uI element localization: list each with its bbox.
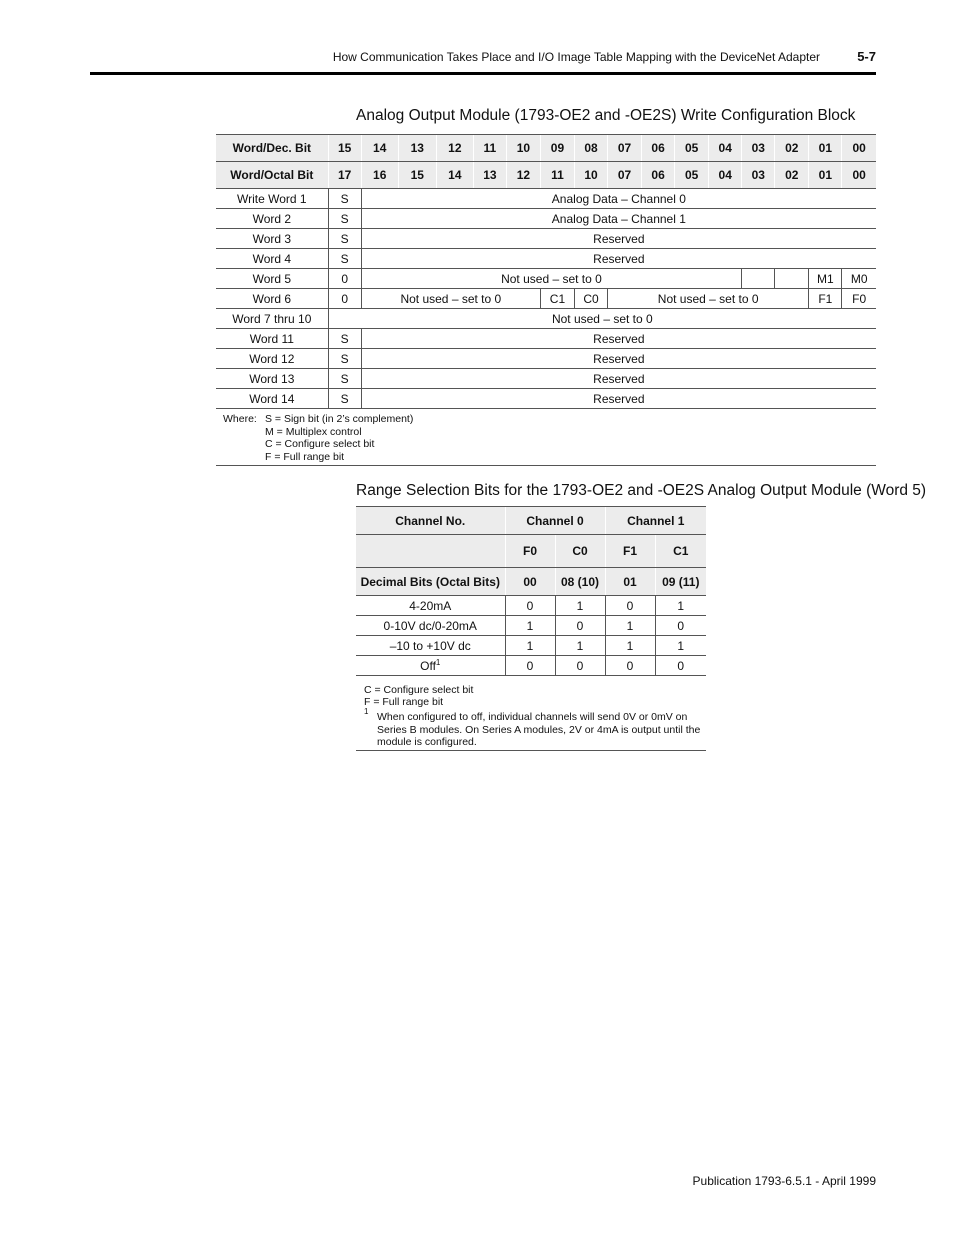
octal-bit-cell: 06 [642, 162, 675, 189]
word-label: Word 13 [216, 369, 328, 389]
dec-bit-cell: 12 [436, 135, 473, 162]
legend-line: F = Full range bit [265, 450, 345, 463]
word-label: Write Word 1 [216, 189, 328, 209]
legend-line: M = Multiplex control [265, 425, 362, 438]
m0-bit-cell: M0 [842, 269, 876, 289]
octal-bit-cell: 16 [361, 162, 398, 189]
word-label: Word 7 thru 10 [216, 309, 328, 329]
footnote-text: When configured to off, individual channels will send 0V or 0mV on Series B modules. On Series A modules, 2V or 4mA is output until the module is configured. [377, 711, 701, 748]
row-content: Reserved [361, 329, 876, 349]
word-label: Word 5 [216, 269, 328, 289]
note-line: C = Configure select bit [364, 684, 474, 696]
bit-name-cell: F0 [505, 535, 555, 568]
empty-bit-cell [775, 269, 809, 289]
table-row [216, 349, 876, 369]
dec-bit-cell: 07 [608, 135, 642, 162]
row-content: Reserved [361, 229, 876, 249]
bit-value: 1 [505, 636, 555, 656]
dec-bit-cell: 06 [642, 135, 675, 162]
page-number: 5-7 [857, 49, 876, 64]
octal-bit-cell: 10 [574, 162, 607, 189]
bit-value: 1 [655, 596, 706, 616]
row-content: Reserved [361, 369, 876, 389]
word-label: Word 11 [216, 329, 328, 349]
bit-value: 0 [555, 616, 605, 636]
dec-bit-cell: 11 [473, 135, 506, 162]
row-content: Not used – set to 0 [361, 289, 540, 309]
decimal-bit-cell: 09 (11) [655, 568, 706, 596]
table-row [356, 636, 706, 656]
table-row [356, 616, 706, 636]
bit-value: 0 [505, 596, 555, 616]
octal-bit-cell: 00 [842, 162, 876, 189]
range-label-off [356, 656, 505, 676]
bit-value: 0 [505, 656, 555, 676]
word-label: Word 12 [216, 349, 328, 369]
dec-bit-cell: 14 [361, 135, 398, 162]
sign-cell: S [328, 349, 361, 369]
legend-line: S = Sign bit (in 2’s complement) [265, 413, 414, 425]
bit-value: 1 [505, 616, 555, 636]
octal-bit-cell: 15 [398, 162, 436, 189]
table-row [356, 596, 706, 616]
word-label: Word 2 [216, 209, 328, 229]
decimal-bits-label: Decimal Bits (Octal Bits) [356, 568, 505, 596]
table1-caption: Analog Output Module (1793-OE2 and -OE2S) Write Configuration Block [356, 107, 856, 124]
octal-bit-cell: 02 [775, 162, 809, 189]
bit-name-cell: C0 [555, 535, 605, 568]
sign-cell: S [328, 389, 361, 409]
sign-cell: S [328, 209, 361, 229]
c1-bit-cell: C1 [540, 289, 574, 309]
dec-bit-header-row [216, 135, 876, 162]
dec-bit-cell: 15 [328, 135, 361, 162]
sign-cell: S [328, 249, 361, 269]
table-row [216, 269, 876, 289]
channel-header-row [356, 507, 706, 535]
bit-value: 1 [555, 596, 605, 616]
dec-bit-cell: 04 [709, 135, 742, 162]
legend-where-label: Where: [223, 413, 257, 425]
bit-name-cell: F1 [605, 535, 655, 568]
dec-bit-cell: 13 [398, 135, 436, 162]
c0-bit-cell: C0 [574, 289, 607, 309]
range-label: –10 to +10V dc [356, 636, 505, 656]
footnote-mark: 1 [364, 707, 369, 716]
table-row [216, 249, 876, 269]
row-content: Reserved [361, 249, 876, 269]
channel1-header: Channel 1 [605, 507, 706, 535]
f1-bit-cell: F1 [809, 289, 842, 309]
bit-value: 0 [605, 596, 655, 616]
dec-bit-cell: 05 [675, 135, 709, 162]
octal-bit-cell: 01 [809, 162, 842, 189]
header-rule [90, 72, 876, 75]
octal-bit-cell: 03 [742, 162, 775, 189]
row-content: Analog Data – Channel 0 [361, 189, 876, 209]
row-content: Analog Data – Channel 1 [361, 209, 876, 229]
channel-no-label: Channel No. [356, 507, 505, 535]
bit-value: 1 [555, 636, 605, 656]
bit-name-header-row [356, 535, 706, 568]
row-content: Not used – set to 0 [328, 309, 876, 329]
table-row [216, 229, 876, 249]
octal-bit-label: Word/Octal Bit [216, 162, 328, 189]
octal-bit-cell: 04 [709, 162, 742, 189]
dec-bit-label: Word/Dec. Bit [216, 135, 328, 162]
word-label: Word 6 [216, 289, 328, 309]
sign-cell: S [328, 329, 361, 349]
f0-bit-cell: F0 [842, 289, 876, 309]
bit-value: 1 [605, 616, 655, 636]
dec-bit-cell: 09 [540, 135, 574, 162]
m1-bit-cell: M1 [809, 269, 842, 289]
octal-bit-cell: 12 [506, 162, 540, 189]
note-line: F = Full range bit [364, 696, 444, 708]
off-label: Off [420, 658, 436, 673]
octal-bit-cell: 17 [328, 162, 361, 189]
word-label: Word 14 [216, 389, 328, 409]
write-configuration-table [216, 134, 876, 409]
dec-bit-cell: 08 [574, 135, 607, 162]
row-content: Not used – set to 0 [608, 289, 809, 309]
sign-cell: 0 [328, 269, 361, 289]
bit-value: 0 [655, 656, 706, 676]
octal-bit-cell: 13 [473, 162, 506, 189]
bit-name-cell: C1 [655, 535, 706, 568]
table2-caption: Range Selection Bits for the 1793-OE2 and -OE2S Analog Output Module (Word 5) [356, 482, 927, 499]
word-label: Word 4 [216, 249, 328, 269]
legend-line: C = Configure select bit [265, 438, 375, 450]
row-content: Not used – set to 0 [361, 269, 742, 289]
bit-value: 0 [655, 616, 706, 636]
footnote-ref: 1 [435, 657, 441, 667]
table-row [216, 389, 876, 409]
dec-bit-cell: 02 [775, 135, 809, 162]
table1-legend [216, 413, 876, 466]
decimal-bit-cell: 08 (10) [555, 568, 605, 596]
sign-cell: S [328, 369, 361, 389]
range-label: 4-20mA [356, 596, 505, 616]
octal-bit-cell: 07 [608, 162, 642, 189]
running-header-title: How Communication Takes Place and I/O Image Table Mapping with the DeviceNet Adapter [332, 50, 820, 64]
table-row [216, 209, 876, 229]
decimal-bits-header-row [356, 568, 706, 596]
sign-cell: S [328, 229, 361, 249]
bit-value: 1 [605, 636, 655, 656]
table-row [216, 329, 876, 349]
decimal-bit-cell: 01 [605, 568, 655, 596]
octal-bit-cell: 11 [540, 162, 574, 189]
row-content: Reserved [361, 389, 876, 409]
octal-bit-header-row [216, 162, 876, 189]
table-row [216, 369, 876, 389]
octal-bit-cell: 05 [675, 162, 709, 189]
bit-value: 0 [555, 656, 605, 676]
empty-bit-cell [742, 269, 775, 289]
dec-bit-cell: 00 [842, 135, 876, 162]
table-row [216, 309, 876, 329]
range-label: 0-10V dc/0-20mA [356, 616, 505, 636]
dec-bit-cell: 10 [506, 135, 540, 162]
empty-header-cell [356, 535, 505, 568]
decimal-bit-cell: 00 [505, 568, 555, 596]
word-label: Word 3 [216, 229, 328, 249]
channel0-header: Channel 0 [505, 507, 605, 535]
octal-bit-cell: 14 [436, 162, 473, 189]
row-content: Reserved [361, 349, 876, 369]
table-row [216, 189, 876, 209]
table-row [216, 289, 876, 309]
sign-cell: S [328, 189, 361, 209]
table2-notes [356, 684, 706, 751]
table-row [356, 656, 706, 676]
bit-value: 1 [655, 636, 706, 656]
publication-footer: Publication 1793-6.5.1 - April 1999 [692, 1174, 876, 1188]
sign-cell: 0 [328, 289, 361, 309]
dec-bit-cell: 03 [742, 135, 775, 162]
dec-bit-cell: 01 [809, 135, 842, 162]
bit-value: 0 [605, 656, 655, 676]
range-selection-table [356, 506, 706, 676]
